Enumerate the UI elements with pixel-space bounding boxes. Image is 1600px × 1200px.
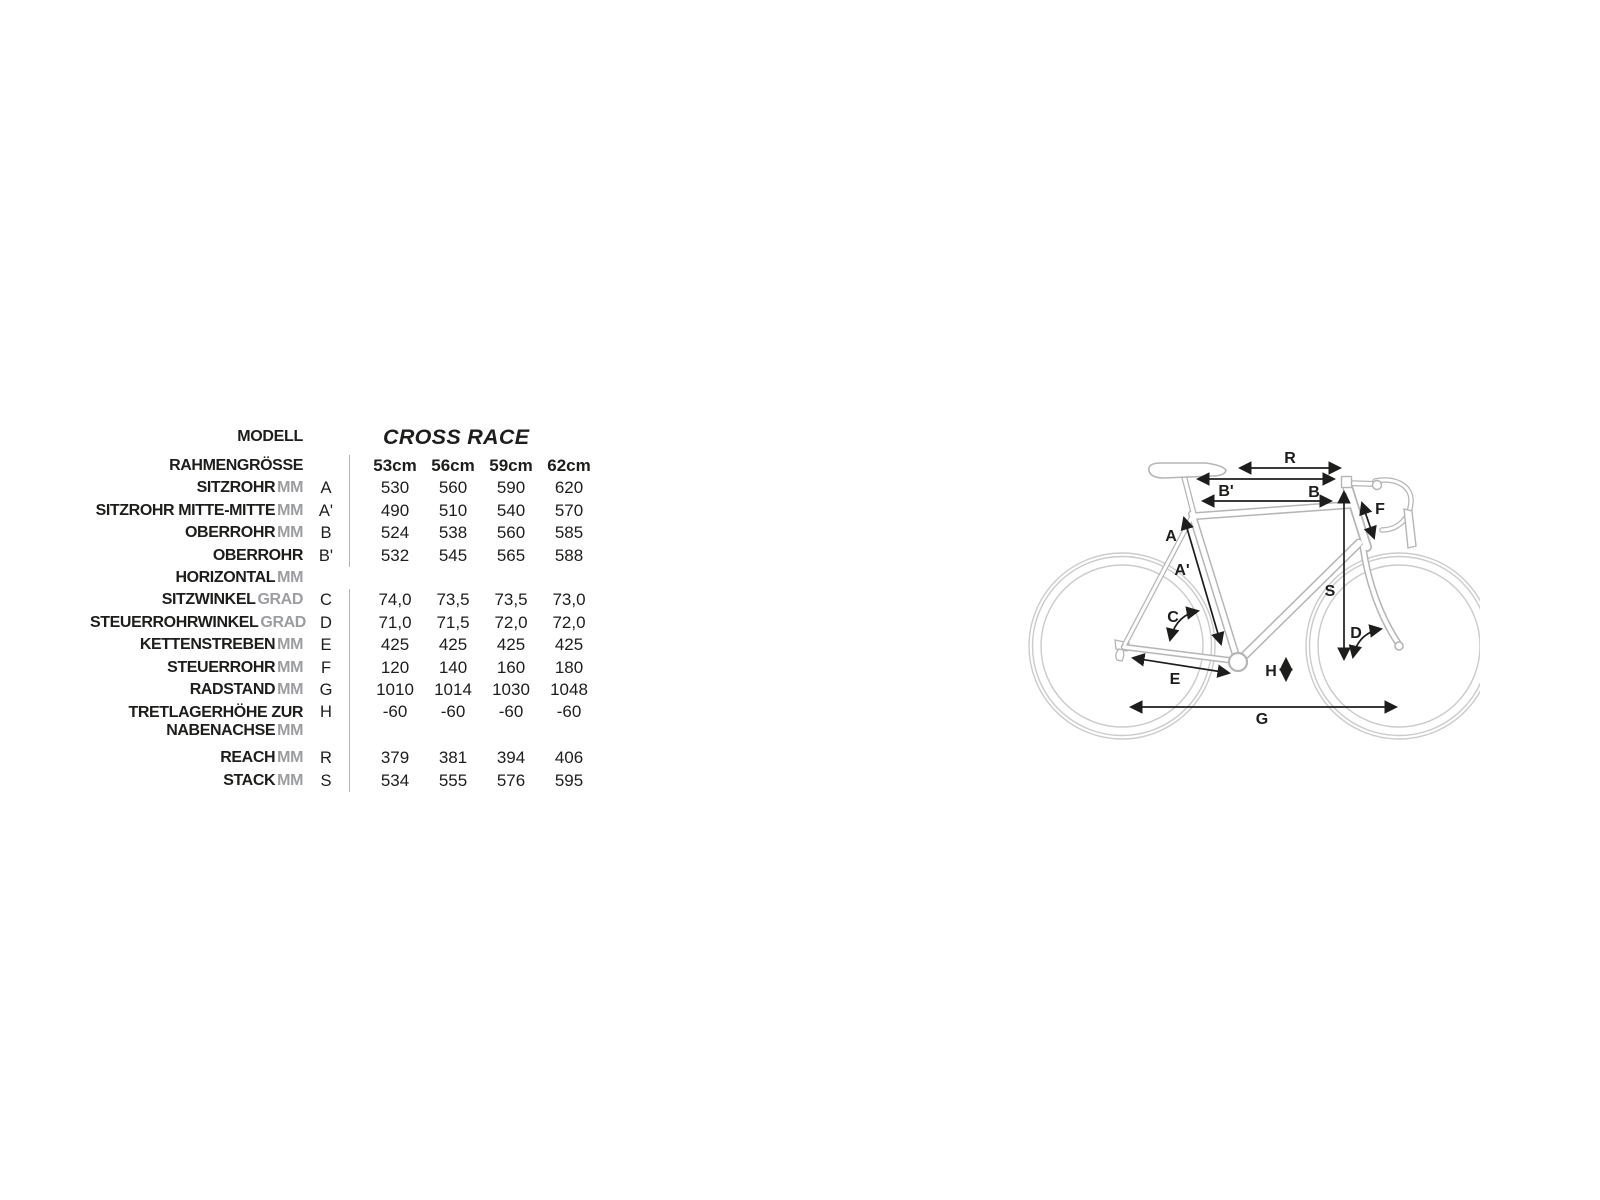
row-value: 379 <box>380 748 410 768</box>
bottom-bracket <box>1229 653 1247 671</box>
row-letter: G <box>319 681 333 700</box>
row-value: 576 <box>496 770 526 790</box>
table-row <box>90 522 602 544</box>
row-value: 565 <box>496 545 526 565</box>
row-unit: MM <box>277 749 303 767</box>
bike-geometry-diagram <box>1000 430 1480 760</box>
row-value: 425 <box>554 635 584 655</box>
row-label: TRETLAGERHÖHE ZUR NABENACHSE <box>128 703 303 740</box>
row-value: 120 <box>380 657 410 677</box>
row-unit: GRAD <box>260 613 306 631</box>
row-value: 1048 <box>550 680 588 700</box>
size-column-header: 62cm <box>547 456 591 475</box>
row-label: KETTENSTREBEN <box>139 636 276 654</box>
row-unit: MM <box>277 636 303 654</box>
row-label: OBERROHR <box>185 524 276 542</box>
row-label: STEUERROHRWINKEL <box>90 613 259 631</box>
dim-label-g: G <box>1255 711 1269 728</box>
row-value: 560 <box>438 478 468 498</box>
row-letter: D <box>320 613 332 632</box>
dim-label-d: D <box>1350 625 1362 642</box>
dim-label-b: B <box>1308 484 1320 501</box>
row-value: 595 <box>554 770 584 790</box>
table-row <box>90 477 602 499</box>
row-value: 524 <box>380 523 410 543</box>
handlebar-clamp <box>1373 481 1382 490</box>
row-value: 394 <box>496 748 526 768</box>
row-unit: MM <box>277 722 303 740</box>
row-label: SITZROHR MITTE-MITTE <box>95 501 276 519</box>
row-label: STACK <box>223 771 276 789</box>
table-row <box>90 545 602 590</box>
row-value: 560 <box>496 523 526 543</box>
row-letter: S <box>320 771 332 790</box>
size-column-header: 59cm <box>489 456 533 475</box>
saddle <box>1149 463 1226 478</box>
headset-spacer <box>1342 477 1352 488</box>
row-value: 540 <box>496 500 526 520</box>
row-label: SITZWINKEL <box>161 591 256 609</box>
row-value: -60 <box>498 702 524 722</box>
row-unit: GRAD <box>257 591 303 609</box>
table-row <box>90 657 602 679</box>
row-unit: MM <box>277 569 303 587</box>
dim-label-h: H <box>1265 663 1277 680</box>
row-value: -60 <box>382 702 408 722</box>
table-row <box>90 770 602 792</box>
row-value: 510 <box>438 500 468 520</box>
row-value: 72,0 <box>494 612 528 632</box>
row-value: 71,0 <box>378 612 412 632</box>
row-value: -60 <box>556 702 582 722</box>
row-value: 425 <box>380 635 410 655</box>
model-label: MODELL <box>237 428 303 445</box>
table-row <box>90 747 602 769</box>
row-value: 73,5 <box>494 590 528 610</box>
row-unit: MM <box>277 501 303 519</box>
row-value: 73,0 <box>552 590 586 610</box>
row-value: 538 <box>438 523 468 543</box>
row-value: -60 <box>440 702 466 722</box>
dim-label-a-prime: A' <box>1174 562 1190 579</box>
row-value: 180 <box>554 657 584 677</box>
row-value: 1014 <box>434 680 472 700</box>
geometry-table <box>90 419 602 792</box>
row-value: 1030 <box>492 680 530 700</box>
dim-label-r: R <box>1284 450 1296 467</box>
dim-label-f: F <box>1375 501 1385 518</box>
row-letter: B' <box>318 546 334 565</box>
row-label: REACH <box>220 749 276 767</box>
dim-label-c: C <box>1167 609 1179 626</box>
table-row <box>90 701 602 747</box>
row-letter: H <box>320 703 332 722</box>
row-value: 140 <box>438 657 468 677</box>
model-name: CROSS RACE <box>383 424 530 449</box>
row-value: 545 <box>438 545 468 565</box>
row-unit: MM <box>277 771 303 789</box>
row-letter: E <box>320 636 332 655</box>
dim-label-b-prime: B' <box>1218 483 1234 500</box>
row-value: 381 <box>438 748 468 768</box>
table-row <box>90 589 602 611</box>
row-value: 490 <box>380 500 410 520</box>
row-value: 160 <box>496 657 526 677</box>
row-value: 585 <box>554 523 584 543</box>
table-row <box>90 679 602 701</box>
front-wheel <box>1306 553 1480 739</box>
row-value: 1010 <box>376 680 414 700</box>
size-column-header: 53cm <box>373 456 417 475</box>
row-value: 530 <box>380 478 410 498</box>
row-unit: MM <box>277 681 303 699</box>
row-letter: C <box>320 591 332 610</box>
row-value: 74,0 <box>378 590 412 610</box>
row-value: 532 <box>380 545 410 565</box>
row-label: OBERROHR HORIZONTAL <box>175 546 303 587</box>
row-label: SITZROHR <box>196 479 276 497</box>
brake-lever <box>1404 509 1416 548</box>
row-value: 406 <box>554 748 584 768</box>
row-value: 588 <box>554 545 584 565</box>
row-value: 73,5 <box>436 590 470 610</box>
row-unit: MM <box>277 524 303 542</box>
row-value: 534 <box>380 770 410 790</box>
dim-label-s: S <box>1324 583 1336 600</box>
row-value: 72,0 <box>552 612 586 632</box>
row-letter: B <box>320 524 332 543</box>
row-letter: A' <box>318 501 334 520</box>
row-value: 71,5 <box>436 612 470 632</box>
row-value: 555 <box>438 770 468 790</box>
row-value: 620 <box>554 478 584 498</box>
row-value: 425 <box>438 635 468 655</box>
table-row <box>90 612 602 634</box>
row-unit: MM <box>277 658 303 676</box>
model-row <box>90 419 602 455</box>
row-unit: MM <box>277 479 303 497</box>
dim-label-e: E <box>1169 671 1181 688</box>
row-label: RADSTAND <box>189 681 276 699</box>
row-letter: R <box>320 749 332 768</box>
table-header-row <box>90 455 602 477</box>
size-column-header: 56cm <box>431 456 475 475</box>
row-letter: F <box>320 658 332 677</box>
table-row <box>90 500 602 522</box>
row-value: 425 <box>496 635 526 655</box>
row-label: STEUERROHR <box>167 658 276 676</box>
frame-size-label: RAHMENGRÖSSE <box>169 457 303 474</box>
table-row <box>90 634 602 656</box>
row-value: 590 <box>496 478 526 498</box>
row-value: 570 <box>554 500 584 520</box>
row-letter: A <box>320 479 332 498</box>
dim-label-a: A <box>1165 528 1177 545</box>
front-axle <box>1395 642 1403 650</box>
